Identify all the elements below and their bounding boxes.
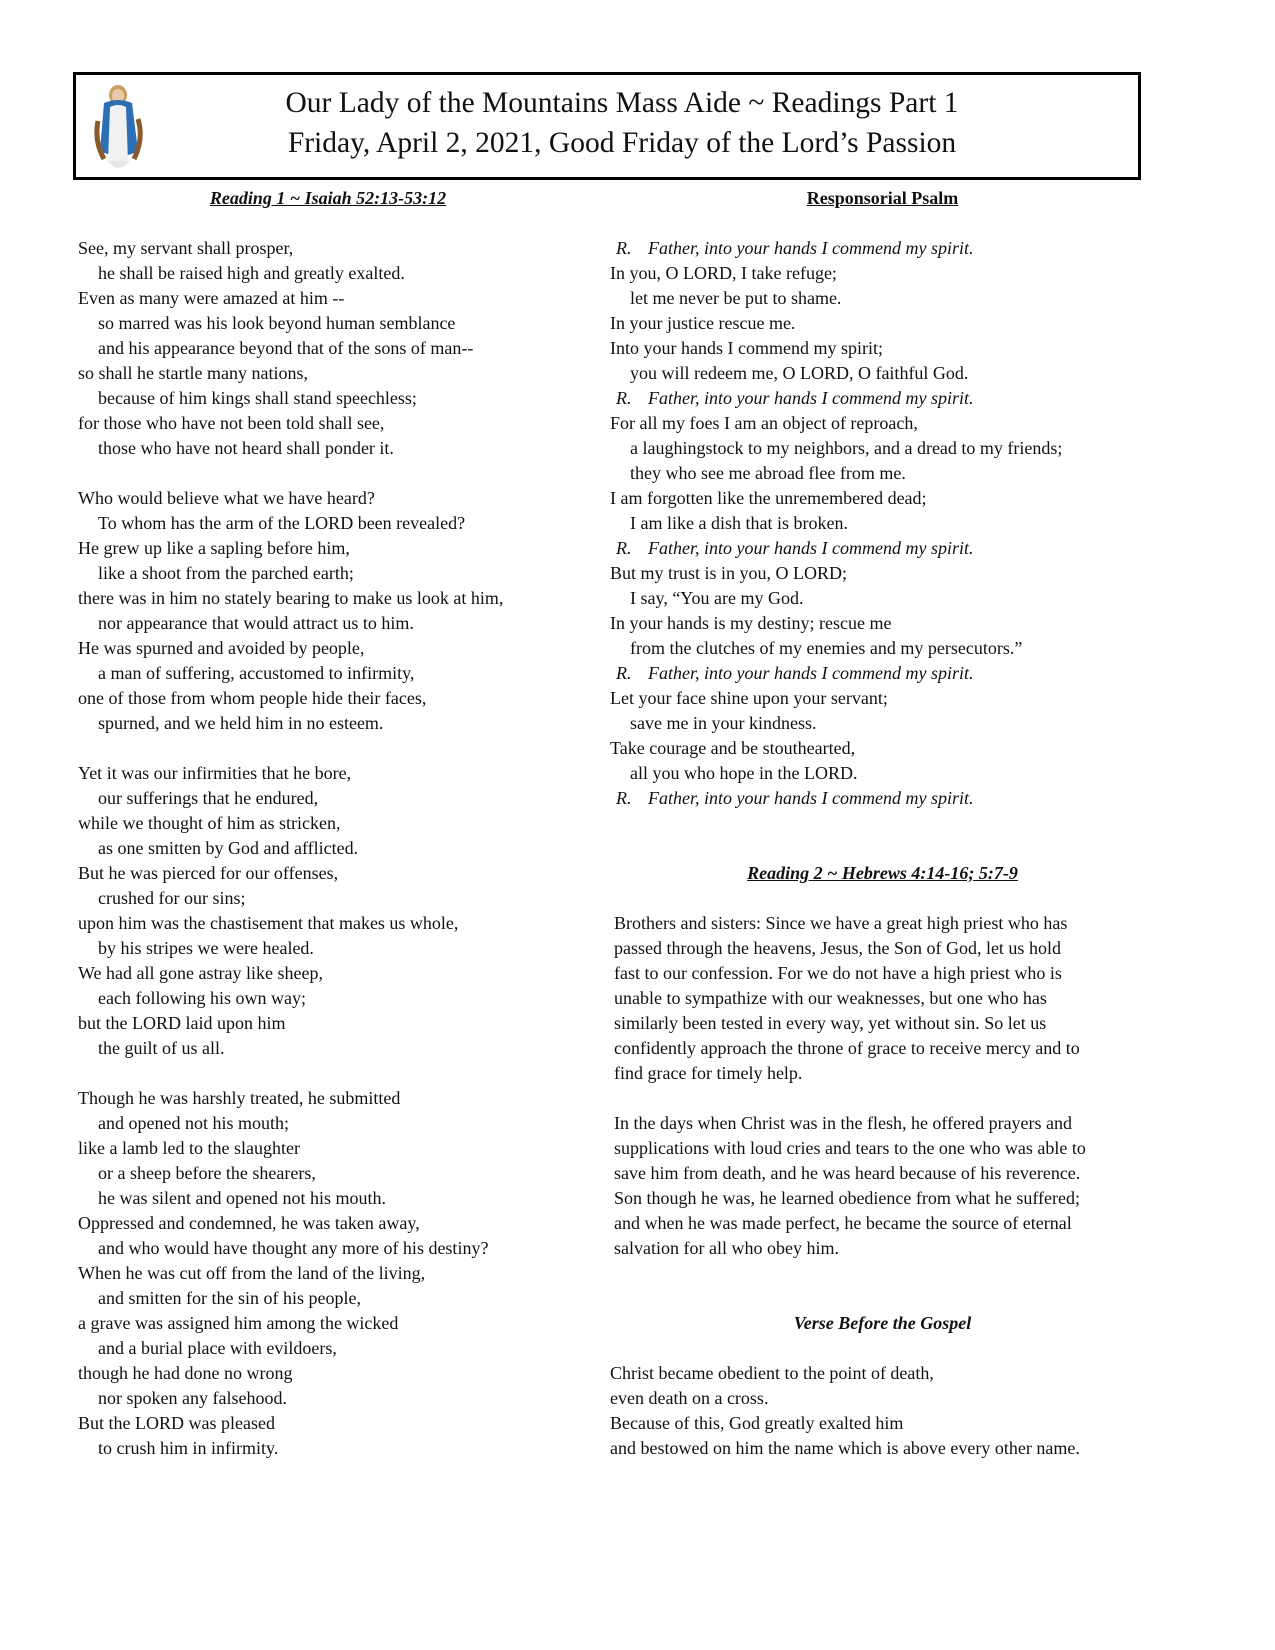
response-text: Father, into your hands I commend my spirit.	[648, 663, 974, 683]
title-block	[166, 83, 1078, 163]
psalm-line: I say, “You are my God.	[630, 588, 804, 608]
psalm-line: you will redeem me, O LORD, O faithful God.	[630, 363, 969, 383]
madonna-logo-icon	[90, 81, 148, 175]
reading1-line: or a sheep before the shearers,	[98, 1163, 316, 1183]
response-label: R.	[616, 538, 632, 558]
reading1-line: to crush him in infirmity.	[98, 1438, 279, 1458]
reading1-line: See, my servant shall prosper,	[78, 238, 294, 258]
verse-line: and bestowed on him the name which is above every other name.	[610, 1438, 1080, 1458]
reading2-line: Son though he was, he learned obedience from what he suffered;	[614, 1188, 1081, 1208]
reading1-line: the guilt of us all.	[98, 1038, 225, 1058]
reading1-line: for those who have not been told shall see,	[78, 413, 385, 433]
reading1-line: spurned, and we held him in no esteem.	[98, 713, 384, 733]
reading1-line: But he was pierced for our offenses,	[78, 863, 339, 883]
response-text: Father, into your hands I commend my spirit.	[648, 788, 974, 808]
psalm-line: In you, O LORD, I take refuge;	[610, 263, 837, 283]
response-label: R.	[616, 238, 632, 258]
psalm-response	[610, 661, 1155, 686]
reading1-line: He was spurned and avoided by people,	[78, 638, 365, 658]
right-column	[610, 186, 1155, 1461]
reading2-line: salvation for all who obey him.	[614, 1238, 839, 1258]
response-label: R.	[616, 663, 632, 683]
psalm-line: But my trust is in you, O LORD;	[610, 563, 848, 583]
page-subtitle: Friday, April 2, 2021, Good Friday of the Lord’s Passion	[287, 127, 957, 159]
reading1-line: But the LORD was pleased	[78, 1413, 275, 1433]
psalm-line: save me in your kindness.	[630, 713, 817, 733]
reading2-line: supplications with loud cries and tears to the one who was able to	[614, 1138, 1086, 1158]
reading1-line: one of those from whom people hide their faces,	[78, 688, 427, 708]
psalm-response	[610, 536, 1155, 561]
reading1-line: but the LORD laid upon him	[78, 1013, 286, 1033]
psalm-line: let me never be put to shame.	[630, 288, 842, 308]
reading1-line: upon him was the chastisement that makes us whole,	[78, 913, 459, 933]
psalm-line: they who see me abroad flee from me.	[630, 463, 906, 483]
reading1-heading: Reading 1 ~ Isaiah 52:13-53:12	[209, 188, 447, 208]
psalm-line: In your hands is my destiny; rescue me	[610, 613, 892, 633]
response-label: R.	[616, 388, 632, 408]
psalm-body	[610, 236, 1155, 811]
psalm-line: all you who hope in the LORD.	[630, 763, 858, 783]
reading1-line: He grew up like a sapling before him,	[78, 538, 350, 558]
reading1-line: nor appearance that would attract us to him.	[98, 613, 414, 633]
reading1-line: a grave was assigned him among the wicked	[78, 1313, 399, 1333]
reading1-line: by his stripes we were healed.	[98, 938, 314, 958]
reading2-body	[610, 911, 1155, 1261]
reading1-line: To whom has the arm of the LORD been revealed?	[98, 513, 466, 533]
reading2-line: save him from death, and he was heard because of his reverence.	[614, 1163, 1081, 1183]
reading1-line: there was in him no stately bearing to make us look at him,	[78, 588, 504, 608]
reading1-line: though he had done no wrong	[78, 1363, 293, 1383]
psalm-line: Take courage and be stouthearted,	[610, 738, 856, 758]
reading2-line: unable to sympathize with our weaknesses, but one who has	[614, 988, 1047, 1008]
reading1-line: and who would have thought any more of his destiny?	[98, 1238, 489, 1258]
reading2-line: confidently approach the throne of grace to receive mercy and to	[614, 1038, 1080, 1058]
reading1-line: Oppressed and condemned, he was taken away,	[78, 1213, 420, 1233]
reading1-line: so shall he startle many nations,	[78, 363, 308, 383]
psalm-line: In your justice rescue me.	[610, 313, 796, 333]
reading1-line: like a shoot from the parched earth;	[98, 563, 354, 583]
reading1-line: he was silent and opened not his mouth.	[98, 1188, 386, 1208]
psalm-line: Into your hands I commend my spirit;	[610, 338, 883, 358]
psalm-line: a laughingstock to my neighbors, and a dread to my friends;	[630, 438, 1063, 458]
reading1-line: because of him kings shall stand speechless;	[98, 388, 417, 408]
verse-body	[610, 1361, 1155, 1461]
reading2-line: passed through the heavens, Jesus, the Son of God, let us hold	[614, 938, 1061, 958]
reading1-line: nor spoken any falsehood.	[98, 1388, 287, 1408]
psalm-response	[610, 386, 1155, 411]
response-text: Father, into your hands I commend my spirit.	[648, 388, 974, 408]
reading1-line: like a lamb led to the slaughter	[78, 1138, 300, 1158]
reading1-column	[78, 186, 578, 1461]
verse-heading: Verse Before the Gospel	[793, 1313, 972, 1333]
reading1-body	[78, 211, 578, 1461]
psalm-line: from the clutches of my enemies and my persecutors.”	[630, 638, 1023, 658]
reading1-line: We had all gone astray like sheep,	[78, 963, 323, 983]
psalm-response	[610, 236, 1155, 261]
verse-line: Because of this, God greatly exalted him	[610, 1413, 904, 1433]
psalm-line: For all my foes I am an object of reproach,	[610, 413, 918, 433]
page-title: Our Lady of the Mountains Mass Aide ~ Readings Part 1	[285, 87, 959, 119]
reading1-line: and his appearance beyond that of the sons of man--	[98, 338, 474, 358]
reading2-heading: Reading 2 ~ Hebrews 4:14-16; 5:7-9	[747, 863, 1018, 883]
reading1-line: so marred was his look beyond human semblance	[98, 313, 456, 333]
reading2-line: similarly been tested in every way, yet without sin. So let us	[614, 1013, 1047, 1033]
reading1-line: a man of suffering, accustomed to infirmity,	[98, 663, 415, 683]
reading1-line: Even as many were amazed at him --	[78, 288, 345, 308]
reading1-line: and a burial place with evildoers,	[98, 1338, 337, 1358]
reading2-line: fast to our confession. For we do not have a high priest who is	[614, 963, 1062, 983]
reading2-line: In the days when Christ was in the flesh, he offered prayers and	[614, 1113, 1073, 1133]
psalm-line: I am like a dish that is broken.	[630, 513, 848, 533]
reading1-line: he shall be raised high and greatly exalted.	[98, 263, 405, 283]
header-box	[73, 72, 1141, 180]
reading1-line: each following his own way;	[98, 988, 306, 1008]
psalm-response	[610, 786, 1155, 811]
psalm-heading: Responsorial Psalm	[806, 188, 959, 208]
psalm-line: Let your face shine upon your servant;	[610, 688, 888, 708]
reading1-line: our sufferings that he endured,	[98, 788, 319, 808]
reading1-line: and smitten for the sin of his people,	[98, 1288, 361, 1308]
reading1-line: those who have not heard shall ponder it.	[98, 438, 394, 458]
reading1-line: Who would believe what we have heard?	[78, 488, 375, 508]
reading1-line: Though he was harshly treated, he submitted	[78, 1088, 401, 1108]
reading2-line: and when he was made perfect, he became the source of eternal	[614, 1213, 1072, 1233]
reading1-line: as one smitten by God and afflicted.	[98, 838, 359, 858]
reading2-line: find grace for timely help.	[614, 1063, 803, 1083]
reading1-line: When he was cut off from the land of the living,	[78, 1263, 426, 1283]
response-label: R.	[616, 788, 632, 808]
reading1-line: while we thought of him as stricken,	[78, 813, 341, 833]
response-text: Father, into your hands I commend my spirit.	[648, 238, 974, 258]
reading1-line: and opened not his mouth;	[98, 1113, 289, 1133]
response-text: Father, into your hands I commend my spirit.	[648, 538, 974, 558]
verse-line: Christ became obedient to the point of death,	[610, 1363, 934, 1383]
verse-line: even death on a cross.	[610, 1388, 769, 1408]
reading1-line: crushed for our sins;	[98, 888, 246, 908]
psalm-line: I am forgotten like the unremembered dead;	[610, 488, 927, 508]
reading2-line: Brothers and sisters: Since we have a great high priest who has	[614, 913, 1068, 933]
reading1-line: Yet it was our infirmities that he bore,	[78, 763, 352, 783]
